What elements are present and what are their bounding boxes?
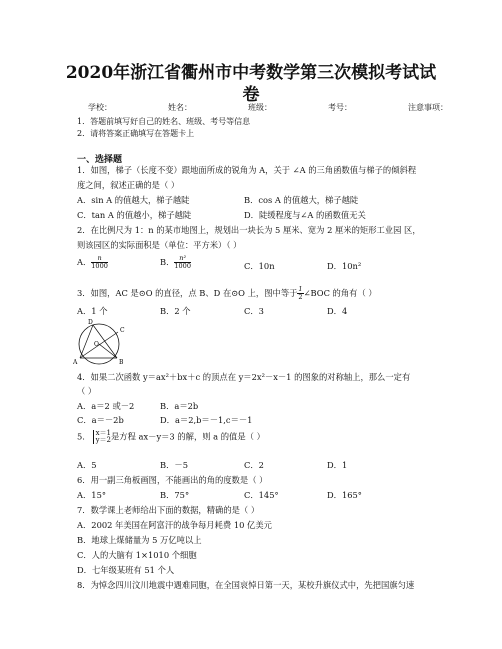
q5-option-d: D．1 — [327, 460, 348, 470]
q5-sys-line2: y＝2 — [95, 436, 111, 444]
page-title: 2020年浙江省衢州市中考数学第三次模拟考试试卷 — [65, 63, 437, 105]
label-d: D — [88, 319, 93, 326]
q1-line2: 度之间，叙述正确的是（ ） — [77, 180, 180, 190]
info-field-class: 班级： — [248, 103, 272, 112]
q2-option-d: D．10n² — [327, 261, 362, 271]
info-field-name: 姓名： — [168, 103, 192, 112]
note-2: 2．请将答案正确填写在答题卡上 — [77, 129, 195, 138]
q2-option-b-fraction — [174, 255, 191, 270]
q7-option-c: C．人的大脑有 1×1010 个细胞 — [77, 550, 197, 560]
q3-line — [77, 286, 377, 301]
chord-da — [80, 325, 93, 358]
q3-option-d: D．4 — [327, 306, 348, 316]
q7-option-b: B．地球上煤储量为 5 万亿吨以上 — [77, 535, 202, 545]
q4-line1: 4．如果二次函数 y＝ax²＋bx＋c 的顶点在 y＝2x²－x－1 的图象的对称轴上，那么一定有 — [77, 372, 411, 382]
q5-equation-system — [93, 430, 111, 444]
q2-option-a-num: n — [91, 255, 108, 263]
q4-option-b: B．a＝2b — [160, 401, 199, 411]
q3-circle-figure — [73, 318, 129, 368]
info-row — [88, 102, 448, 113]
q4-option-c: C．a＝－2b — [77, 415, 124, 425]
q2-option-b-label: B． — [160, 257, 175, 267]
section-title: 一、选择题 — [77, 155, 123, 165]
q1-option-b: B．cos A 的值越大，梯子越陡 — [244, 195, 359, 205]
info-field-notes: 注意事项： — [408, 103, 448, 112]
q3-frac-num: 1 — [298, 285, 303, 293]
q3-option-a: A．1 个 — [77, 306, 108, 316]
q6-option-c: C．145° — [244, 490, 279, 500]
q7-line1: 7．数学课上老师给出下面的数据，精确的是（ ） — [77, 505, 260, 515]
q5-option-b: B．－5 — [160, 460, 188, 470]
q1-option-d: D．陡缓程度与∠A 的函数值无关 — [244, 210, 366, 220]
q1-option-a: A．sin A 的值越大，梯子越陡 — [77, 195, 190, 205]
q1-line1: 1．如图，梯子（长度不变）跟地面所成的锐角为 A，关于 ∠A 的三角函数值与梯子的倾斜程 — [77, 165, 417, 175]
q7-option-a: A．2002 年美国在阿富汗的战争每月耗费 10 亿美元 — [77, 520, 272, 530]
q3-text-pre: 3．如图，AC 是⊙O 的直径，点 B、D 在⊙O 上，图中等于 — [77, 288, 298, 298]
q2-option-b-num: n² — [174, 255, 191, 263]
q4-line2: （ ） — [77, 386, 97, 396]
q6-option-d: D．165° — [327, 490, 362, 500]
q5-option-a: A．5 — [77, 460, 97, 470]
q5-option-c: C．2 — [244, 460, 264, 470]
q5-prefix: 5． — [77, 431, 91, 442]
q6-option-a: A．15° — [77, 490, 106, 500]
q2-option-b-den: 1000 — [174, 262, 191, 270]
label-b: B — [119, 359, 124, 366]
q5-sys-line1: x＝1 — [95, 429, 111, 437]
q1-option-c: C．tan A 的值越小，梯子越陡 — [77, 210, 192, 220]
q5-line — [77, 430, 265, 444]
q5-text: 是方程 ax－y＝3 的解，则 a 的值是（ ） — [111, 431, 265, 442]
q2-line1: 2．在比例尺为 1：n 的某市地图上，规划出一块长为 5 厘米、宽为 2 厘米的矩形工业园 区， — [77, 225, 421, 235]
q2-option-b — [160, 255, 191, 270]
q2-option-a-label: A． — [77, 257, 92, 267]
q7-option-d: D．七年级某班有 51 个人 — [77, 565, 175, 575]
q2-option-a — [77, 255, 108, 270]
q4-option-d: D．a＝2,b＝－1,c＝－1 — [160, 415, 253, 425]
q6-option-b: B．75° — [160, 490, 190, 500]
q2-option-a-fraction — [91, 255, 108, 270]
q3-option-b: B．2 个 — [160, 306, 191, 316]
q3-frac-den: 2 — [298, 293, 303, 301]
q6-line1: 6．用一副三角板画图，不能画出的角的度数是（ ） — [77, 475, 268, 485]
q2-line2: 则该园区的实际面积是（单位：平方米）（ ） — [77, 240, 242, 250]
q2-option-a-den: 1000 — [91, 262, 108, 270]
note-1: 1．答题前填写好自己的姓名、班级、考号等信息 — [77, 117, 251, 126]
label-a: A — [73, 359, 78, 366]
q3-text-post: ∠BOC 的角有（ ） — [303, 288, 377, 298]
q4-option-a: A．a＝2 或－2 — [77, 401, 135, 411]
q8-line1: 8．为悼念四川汶川地震中遇难同胞，在全国哀悼日第一天，某校升旗仪式中，先把国旗匀速 — [77, 580, 415, 590]
info-field-id: 考号： — [328, 103, 352, 112]
label-c: C — [120, 327, 125, 334]
info-field-school: 学校： — [88, 103, 112, 112]
q3-option-c: C．3 — [244, 306, 264, 316]
label-o: O — [94, 341, 99, 348]
q2-option-c: C．10n — [244, 261, 275, 271]
